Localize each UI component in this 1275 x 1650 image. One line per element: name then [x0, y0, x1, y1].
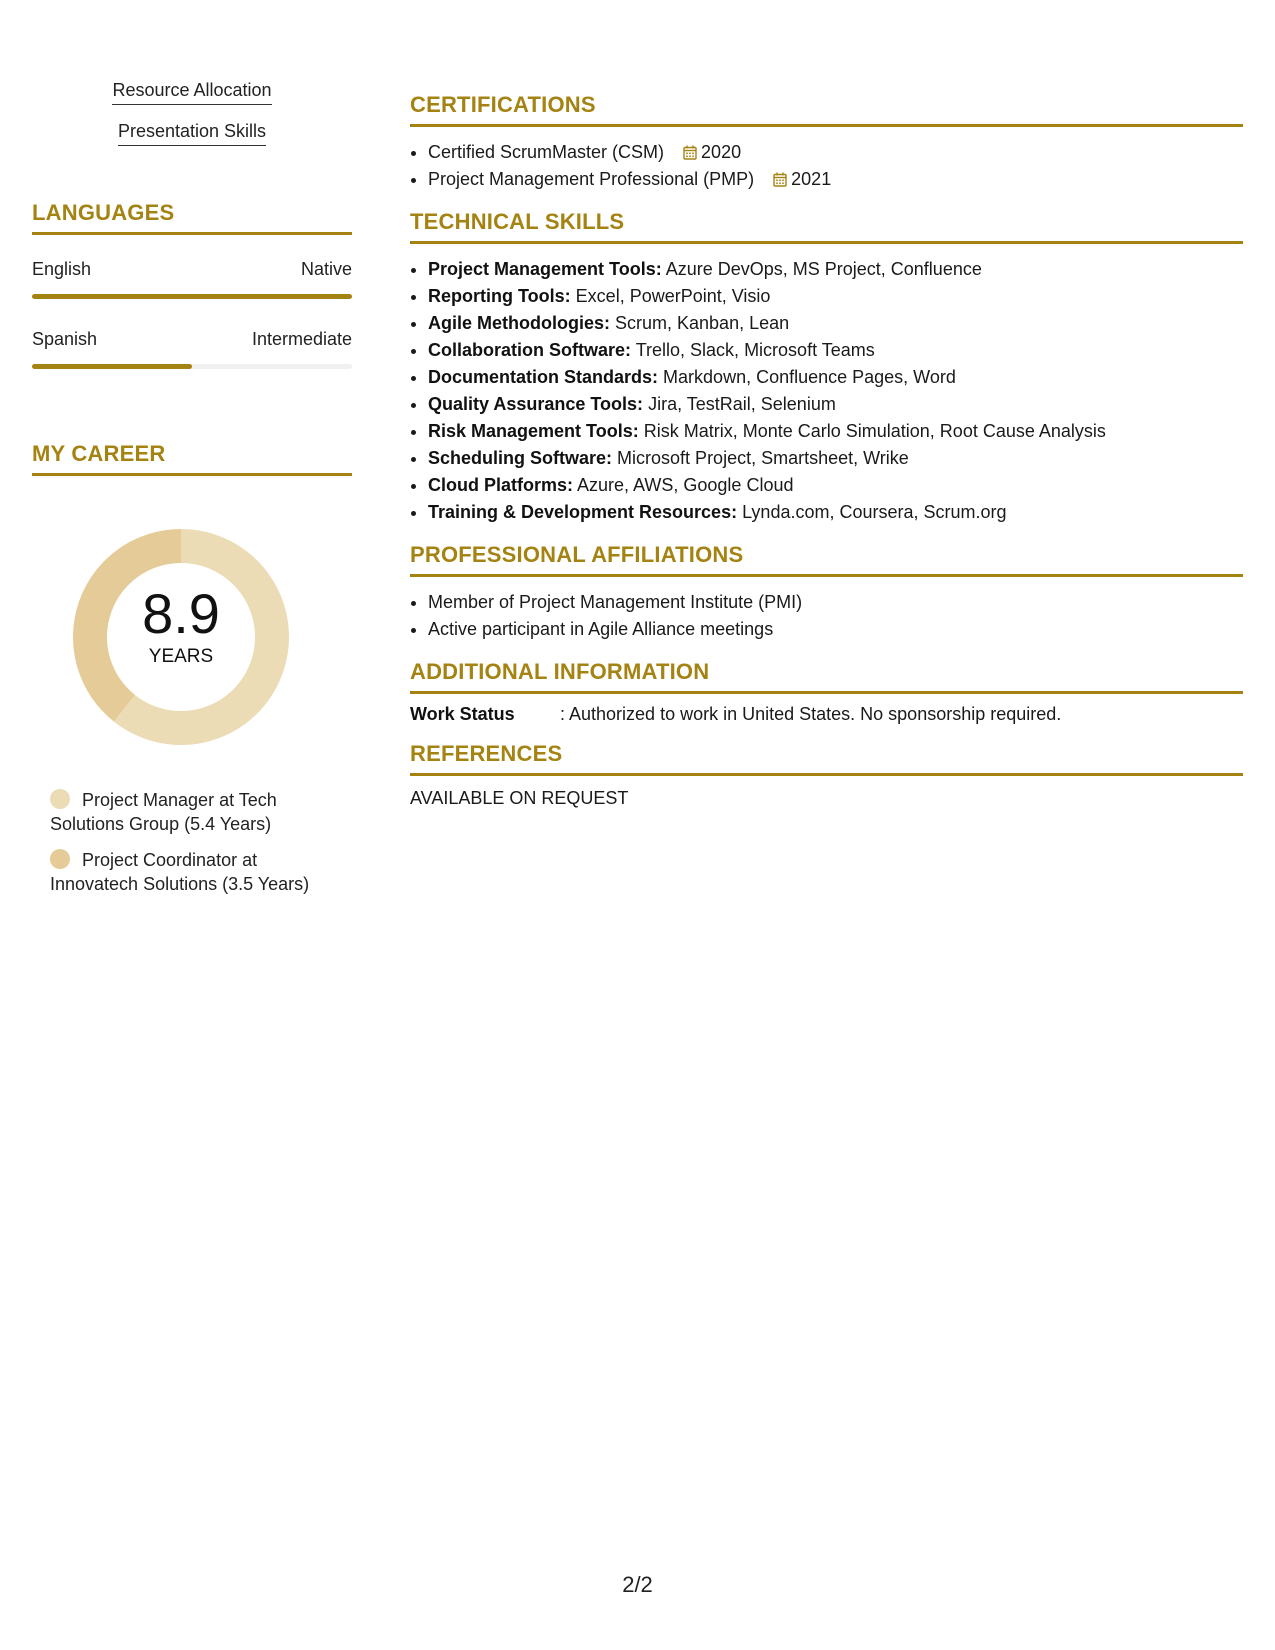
- career-total-unit: YEARS: [148, 646, 214, 667]
- career-donut-center: [66, 584, 296, 668]
- language-name: English: [32, 259, 92, 279]
- skill-item: [428, 472, 1243, 499]
- legend-dot-icon: [50, 789, 70, 809]
- certifications-list: [410, 139, 1243, 193]
- career-title: MY CAREER: [32, 441, 352, 476]
- additional-info-section: [410, 659, 1243, 725]
- technical-skills-title: TECHNICAL SKILLS: [410, 209, 1243, 244]
- career-donut-chart: [66, 522, 296, 752]
- skill-label: Quality Assurance Tools:: [428, 394, 644, 414]
- skill-label: Risk Management Tools:: [428, 421, 639, 441]
- skill-label: Documentation Standards:: [428, 367, 659, 387]
- certification-year: 2021: [791, 169, 832, 189]
- references-title: REFERENCES: [410, 741, 1243, 776]
- language-bar-track: [32, 294, 352, 299]
- skill-value: Trello, Slack, Microsoft Teams: [635, 340, 875, 360]
- certification-item: [428, 139, 1243, 166]
- career-total-years: 8.9: [142, 582, 220, 645]
- skill-value: Azure DevOps, MS Project, Confluence: [665, 259, 982, 279]
- skill-label: Cloud Platforms:: [428, 475, 574, 495]
- certification-year: 2020: [701, 142, 742, 162]
- affiliation-item: • Active participant in Agile Alliance meetings: [428, 616, 1243, 643]
- certification-name: Project Management Professional (PMP): [428, 169, 755, 189]
- additional-info-title: ADDITIONAL INFORMATION: [410, 659, 1243, 694]
- skill-label: Agile Methodologies:: [428, 313, 610, 333]
- certifications-title: CERTIFICATIONS: [410, 92, 1243, 127]
- skill-tag: Resource Allocation: [112, 80, 271, 105]
- career-legend-item: [50, 848, 340, 896]
- skill-item: [428, 391, 1243, 418]
- skill-label: Project Management Tools:: [428, 259, 662, 279]
- left-column: [32, 80, 352, 908]
- skill-value: Lynda.com, Coursera, Scrum.org: [742, 502, 1007, 522]
- skill-tag: Presentation Skills: [118, 121, 266, 146]
- language-bar-fill: [32, 294, 352, 299]
- skill-value: Microsoft Project, Smartsheet, Wrike: [617, 448, 909, 468]
- technical-skills-list: [410, 256, 1243, 526]
- career-legend-label: Project Manager at Tech Solutions Group (5.4 Years): [50, 790, 277, 834]
- references-text: AVAILABLE ON REQUEST: [410, 788, 629, 808]
- affiliations-title: PROFESSIONAL AFFILIATIONS: [410, 542, 1243, 577]
- career-legend-label: Project Coordinator at Innovatech Solutions (3.5 Years): [50, 850, 310, 894]
- language-name: Spanish: [32, 329, 98, 349]
- calendar-icon: [683, 145, 697, 160]
- page-number: 2/2: [622, 1572, 653, 1597]
- technical-skills-section: [410, 209, 1243, 526]
- skill-item: [428, 445, 1243, 472]
- skill-value: Scrum, Kanban, Lean: [615, 313, 790, 333]
- skill-item: [428, 283, 1243, 310]
- language-level: Intermediate: [251, 329, 352, 349]
- language-item: [32, 259, 352, 299]
- languages-title: LANGUAGES: [32, 200, 352, 235]
- skill-item: [428, 256, 1243, 283]
- skill-value: Jira, TestRail, Selenium: [648, 394, 836, 414]
- skill-label: Training & Development Resources:: [428, 502, 738, 522]
- skill-item: [428, 310, 1243, 337]
- certification-name: Certified ScrumMaster (CSM): [428, 142, 665, 162]
- language-item: [32, 329, 352, 369]
- work-status-value: : Authorized to work in United States. No sponsorship required.: [560, 704, 1062, 724]
- skill-label: Collaboration Software:: [428, 340, 632, 360]
- skill-item: [428, 418, 1243, 445]
- work-status-label: Work Status: [410, 704, 515, 724]
- skill-label: Scheduling Software:: [428, 448, 613, 468]
- legend-dot-icon: [50, 849, 70, 869]
- skill-item: [428, 364, 1243, 391]
- certifications-section: [410, 92, 1243, 193]
- work-status-row: [410, 704, 1243, 725]
- language-bar-fill: [32, 364, 192, 369]
- skill-value: Azure, AWS, Google Cloud: [577, 475, 794, 495]
- references-section: [410, 741, 1243, 809]
- skill-label: Reporting Tools:: [428, 286, 571, 306]
- language-bar-track: [32, 364, 352, 369]
- certification-item: [428, 166, 1243, 193]
- right-column: [410, 92, 1243, 825]
- skill-value: Markdown, Confluence Pages, Word: [663, 367, 956, 387]
- affiliation-item: • Member of Project Management Institute (PMI): [428, 589, 1243, 616]
- skill-item: [428, 499, 1243, 526]
- skill-value: Risk Matrix, Monte Carlo Simulation, Root Cause Analysis: [643, 421, 1106, 441]
- affiliations-section: [410, 542, 1243, 643]
- skill-item: [428, 337, 1243, 364]
- affiliations-list: [410, 589, 1243, 643]
- language-level: Native: [300, 259, 352, 279]
- skill-value: Excel, PowerPoint, Visio: [575, 286, 771, 306]
- career-legend-item: [50, 788, 340, 836]
- calendar-icon: [773, 172, 787, 187]
- career-legend: [50, 788, 340, 896]
